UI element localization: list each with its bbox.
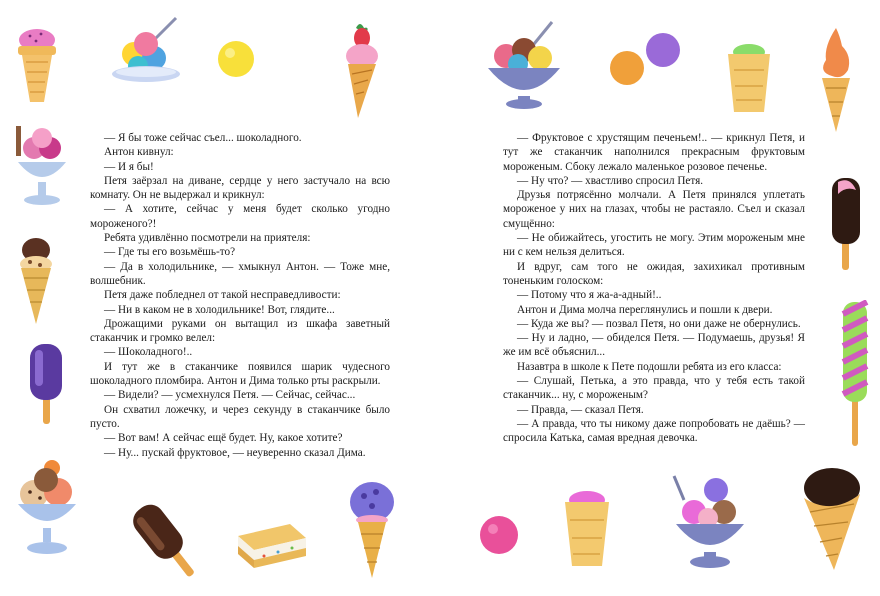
paragraph: Назавтра в школе к Пете подошли ребята из его класса:	[517, 360, 782, 373]
ice-cream-scoop-yellow-icon	[644, 30, 682, 70]
strawberry-cone-icon	[344, 20, 380, 120]
ice-cream-scoop-yellow-icon	[608, 48, 646, 88]
paragraph: — Да в холодильнике, — хмыкнул Антон. — Тоже мне, волшебник.	[90, 260, 390, 287]
paragraph: — Шоколадного!..	[104, 346, 193, 359]
paragraph: — Ну... пускай фруктовое, — неуверенно сказал Дима.	[104, 446, 366, 459]
paragraph: И тут же в стаканчике появился шарик чудесного шоколадного пломбира. Антон и Дима только рты раскрыли.	[90, 360, 390, 388]
paragraph: — Где ты его возьмёшь-то?	[104, 246, 236, 259]
ice-cream-cup-icon	[726, 42, 772, 114]
ice-cream-sundae-icon	[14, 458, 80, 558]
paragraph: — А хотите, сейчас у меня будет сколько угодно мороженого?!	[90, 203, 390, 230]
popsicle-swirl-icon	[840, 300, 870, 450]
ice-cream-bowl-icon	[484, 18, 564, 110]
paragraph: — Правда, — сказал Петя.	[517, 403, 644, 416]
paragraph: — Вот вам! А сейчас ещё будет. Ну, какое хотите?	[104, 432, 343, 445]
paragraph: — Потому что я жа-а-адный!..	[517, 289, 662, 302]
ice-cream-scoop-yellow-icon	[216, 39, 256, 79]
paragraph: Петя даже побледнел от такой несправедливости:	[104, 289, 341, 302]
ice-cream-bowl-icon	[110, 16, 182, 88]
popsicle-purple-icon	[26, 342, 66, 426]
paragraph: Антон и Дима молча переглянулись и пошли к двери.	[517, 303, 773, 316]
ice-cream-sundae-icon	[14, 124, 70, 208]
paragraph: — Фруктовое с хрустящим печеньем!.. — крикнул Петя, и тут же стаканчик наполнился прекрасным фруктовым мороженым. Сбоку лежало маленькое розовое печенье.	[503, 132, 805, 173]
right-page-text	[503, 131, 805, 446]
paragraph: Антон кивнул:	[104, 146, 174, 159]
paragraph: Он схватил ложечку, и через секунду в стаканчике было пусто.	[90, 403, 390, 430]
paragraph: — Не обижайтесь, угостить не могу. Этим мороженым мне ни с кем нельзя делиться.	[503, 232, 805, 259]
paragraph: И вдруг, сам того не ожидая, захихикал противным тоненьким голоском:	[503, 260, 805, 287]
paragraph: — А правда, что ты никому даже попробовать не даёшь? — спросила Катька, самая вредная девочка.	[503, 417, 805, 445]
paragraph: — Ну и ладно, — обиделся Петя. — Подумаешь, друзья! Я же им всё объяснил...	[503, 332, 805, 359]
paragraph: — Ну что? — хвастливо спросил Петя.	[517, 174, 704, 187]
left-page-text	[90, 131, 390, 460]
ice-cream-sandwich-icon	[234, 520, 310, 576]
paragraph: Друзья потрясённо молчали. А Петя принялся уплетать мороженое у них на глазах, чтобы не растаяло. Съел и сказал смущённо:	[503, 189, 805, 230]
paragraph: Дрожащими руками он вытащил из шкафа заветный стаканчик и громко велел:	[90, 317, 390, 345]
ice-cream-cone-blue-icon	[346, 480, 398, 580]
paragraph: — Куда же вы? — позвал Петя, но они даже не обернулись.	[517, 317, 801, 330]
ice-cream-scoop-yellow-icon	[478, 514, 520, 556]
ice-cream-cone-pink-icon	[14, 26, 60, 104]
ice-cream-sundae-icon	[672, 470, 748, 570]
ice-cream-cup-icon	[562, 488, 612, 568]
right-page	[440, 0, 880, 596]
popsicle-chocolate-icon	[132, 500, 200, 584]
paragraph: Ребята удивлённо посмотрели на приятеля:	[104, 232, 311, 245]
popsicle-chocolate-icon	[828, 176, 864, 272]
paragraph: — И я бы!	[104, 160, 154, 173]
ice-cream-cone-chocolate-icon	[794, 464, 864, 574]
paragraph: — Слушай, Петька, а это правда, что у тебя есть такой стаканчик... ну, с мороженым?	[503, 375, 805, 402]
paragraph: — Я бы тоже сейчас съел... шоколадного.	[104, 132, 302, 144]
paragraph: — Видели? — усмехнулся Петя. — Сейчас, сейчас...	[104, 389, 356, 402]
ice-cream-cone-chocolate-icon	[816, 26, 856, 134]
ice-cream-cone-chocolate-icon	[18, 236, 54, 326]
paragraph: Петя заёрзал на диване, сердце у него застучало на всю комнату. Он не выдержал и крикнул:	[90, 174, 390, 202]
paragraph: — Ни в каком не в холодильнике! Вот, глядите...	[104, 303, 335, 316]
